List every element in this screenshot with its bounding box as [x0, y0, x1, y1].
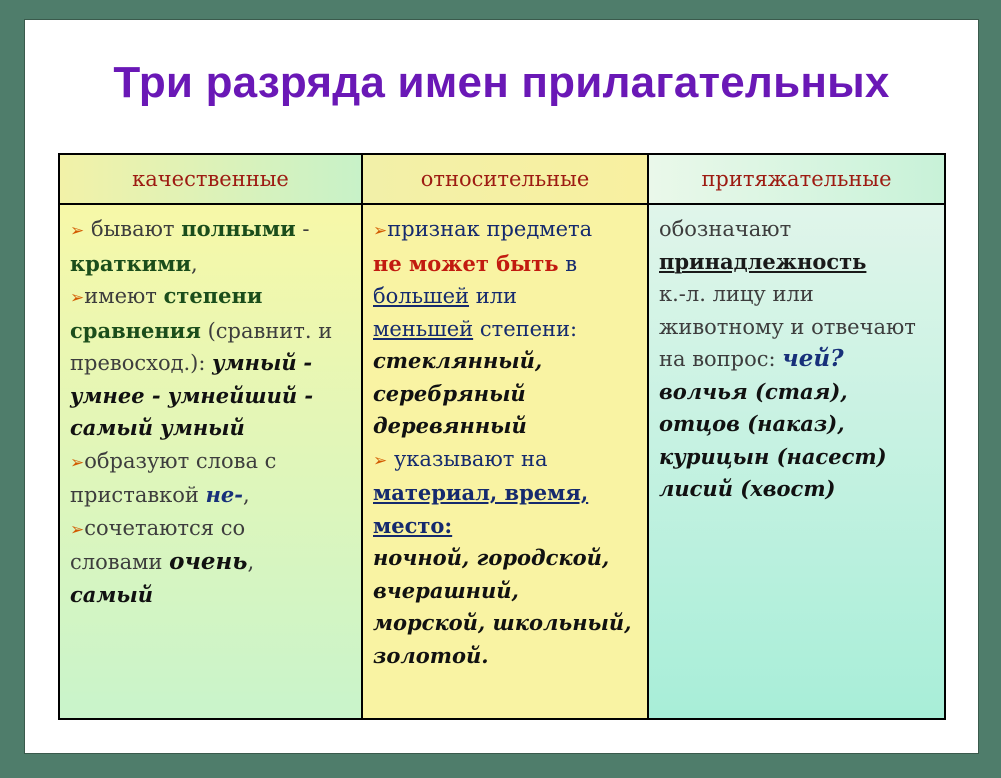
pos-line-5: на вопрос: чей?	[659, 345, 844, 372]
cell-possessive	[648, 204, 945, 719]
qual-line-8: ➢образуют слова с	[70, 448, 277, 473]
qual-line-12: самый	[70, 581, 153, 607]
rel-line-14: золотой.	[373, 642, 489, 668]
header-qualitative: качественные	[59, 154, 362, 204]
cell-qualitative	[59, 204, 362, 719]
pos-line-6: волчья (стая),	[659, 378, 848, 404]
bullet-arrow-icon: ➢	[70, 452, 85, 473]
header-possessive: притяжательные	[648, 154, 945, 204]
cell-relative	[362, 204, 648, 719]
bullet-arrow-icon: ➢	[373, 450, 388, 471]
rel-line-5: стеклянный,	[373, 348, 543, 373]
pos-line-8: курицын (насест)	[659, 443, 887, 469]
qual-line-11: словами очень,	[70, 548, 255, 575]
pos-line-9: лисий (хвост)	[659, 476, 836, 501]
pos-line-2: принадлежность	[659, 248, 867, 274]
bullet-arrow-icon: ➢	[373, 221, 388, 241]
bullet-arrow-icon: ➢	[70, 288, 85, 308]
rel-line-11: ночной, городской,	[373, 545, 610, 570]
rel-line-13: морской, школьный,	[373, 610, 632, 635]
header-relative: относительные	[362, 154, 648, 204]
rel-line-6: серебряный	[373, 380, 526, 406]
qual-line-4: сравнения (сравнит. и	[70, 317, 333, 343]
slide	[24, 19, 979, 754]
adjective-categories-table	[58, 153, 946, 720]
qual-line-2: краткими,	[70, 250, 198, 276]
qual-line-6: умнее - умнейший -	[70, 382, 314, 408]
rel-line-12: вчерашний,	[373, 577, 519, 603]
rel-line-8: ➢ указывают на	[373, 446, 548, 471]
qual-line-10: ➢сочетаются со	[70, 515, 246, 540]
bullet-arrow-icon: ➢	[70, 519, 85, 540]
pos-line-7: отцов (наказ),	[659, 411, 845, 436]
bullet-arrow-icon: ➢	[70, 221, 85, 241]
rel-line-9: материал, время,	[373, 480, 589, 505]
content-row	[59, 204, 945, 719]
pos-line-3: к.-л. лицу или	[659, 282, 814, 306]
rel-line-3: большей или	[373, 284, 518, 308]
header-row	[59, 154, 945, 204]
qual-line-5: превосход.): умный -	[70, 350, 313, 375]
rel-line-10: место:	[373, 512, 453, 538]
rel-line-7: деревянный	[373, 413, 527, 438]
qual-line-1: ➢ бывают полными -	[70, 216, 310, 241]
pos-line-4: животному и отвечают	[659, 314, 916, 339]
rel-line-4: меньшей степени:	[373, 316, 578, 341]
qual-line-3: ➢имеют степени	[70, 283, 263, 308]
qual-line-9: приставкой не-,	[70, 482, 250, 507]
rel-line-2: не может быть в	[373, 250, 578, 276]
pos-line-1: обозначают	[659, 217, 792, 241]
page-title: Три разряда имен прилагательных	[113, 58, 890, 107]
rel-line-1: ➢признак предмета	[373, 217, 593, 241]
qual-line-7: самый умный	[70, 415, 245, 440]
